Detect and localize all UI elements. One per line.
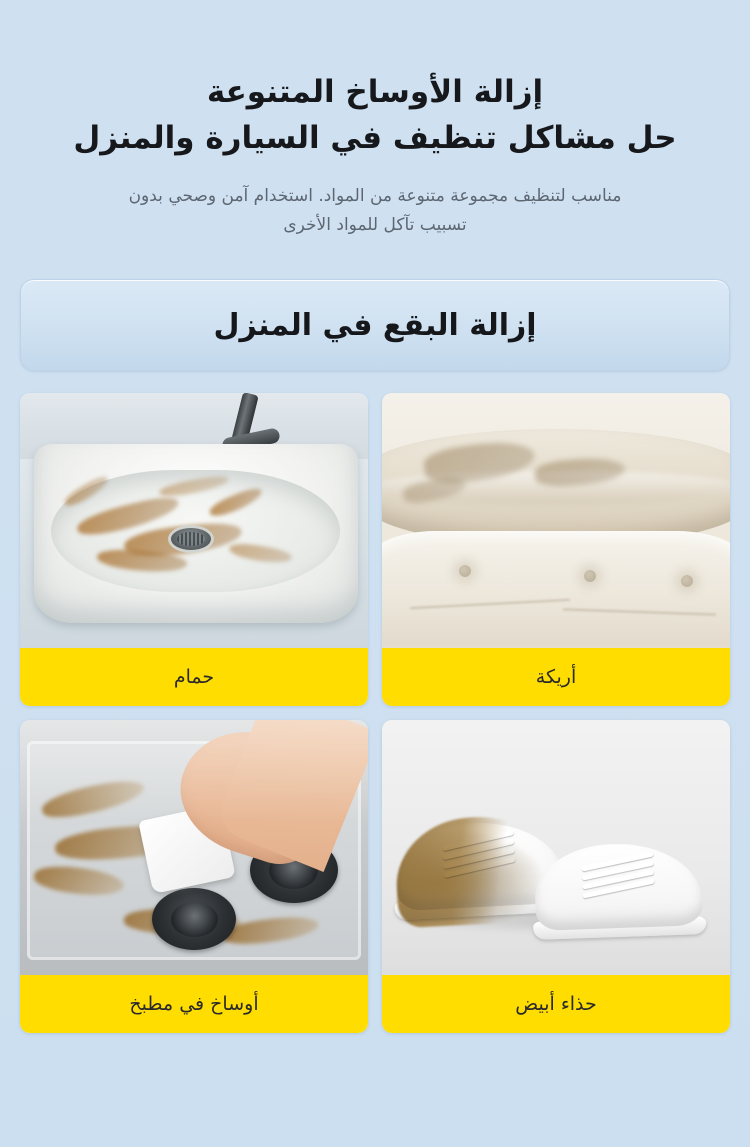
page-title-line-2: حل مشاكل تنظيف في السيارة والمنزل bbox=[73, 119, 677, 156]
card-bathroom bbox=[20, 393, 368, 706]
header-section bbox=[0, 0, 750, 241]
sink-drain bbox=[171, 528, 211, 550]
card-caption-kitchen bbox=[20, 975, 368, 1033]
card-caption-label: حذاء أبيض bbox=[515, 993, 597, 1016]
white-sneakers-photo bbox=[382, 720, 730, 975]
card-caption-white-shoes bbox=[382, 975, 730, 1033]
card-caption-label: أريكة bbox=[535, 666, 577, 689]
section-banner-label: إزالة البقع في المنزل bbox=[213, 307, 537, 343]
card-caption-label: حمام bbox=[173, 666, 215, 689]
sofa-illustration bbox=[382, 393, 730, 648]
shoe-laces bbox=[581, 856, 656, 904]
section-banner-wrapper bbox=[20, 279, 730, 371]
page-title-line-1: إزالة الأوساخ المتنوعة bbox=[206, 74, 544, 110]
scenario-card-grid bbox=[20, 393, 730, 1033]
card-caption-label: أوساخ في مطبخ bbox=[129, 993, 259, 1016]
page-subtitle: مناسب لتنظيف مجموعة متنوعة من المواد. استخدام آمن وصحي بدون تسبيب تآكل للمواد الأخرى bbox=[128, 185, 622, 236]
sink-illustration bbox=[20, 393, 368, 648]
section-banner bbox=[20, 279, 730, 371]
clean-sneaker bbox=[533, 835, 704, 948]
stove-illustration bbox=[20, 720, 368, 975]
card-white-shoes bbox=[382, 720, 730, 1033]
card-sofa bbox=[382, 393, 730, 706]
kitchen-stove-photo bbox=[20, 720, 368, 975]
bathroom-sink-photo bbox=[20, 393, 368, 648]
sofa-photo bbox=[382, 393, 730, 648]
sofa-seat bbox=[382, 531, 730, 648]
card-kitchen bbox=[20, 720, 368, 1033]
card-caption-sofa bbox=[382, 648, 730, 706]
sofa-tuft bbox=[584, 570, 596, 582]
sneakers-illustration bbox=[382, 720, 730, 975]
sofa-tuft bbox=[459, 565, 471, 577]
card-caption-bathroom bbox=[20, 648, 368, 706]
